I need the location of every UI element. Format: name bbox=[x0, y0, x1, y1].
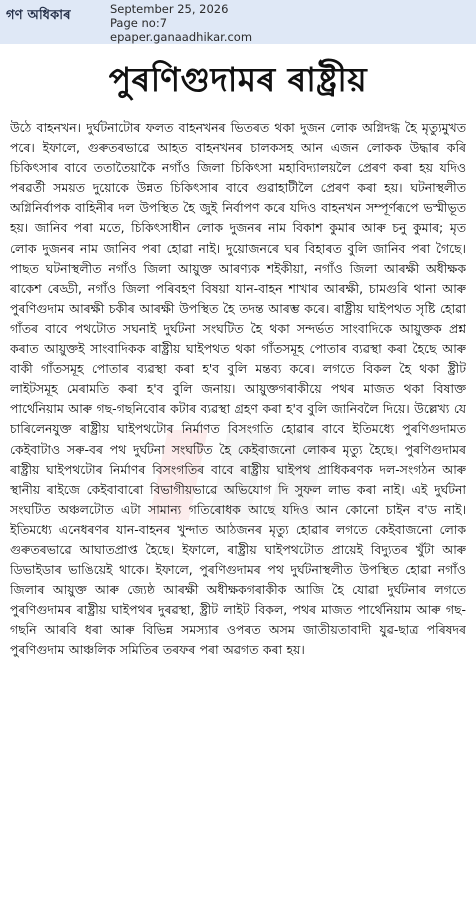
article-body bbox=[10, 118, 466, 908]
logo-text: গণ অধিকাৰ bbox=[6, 8, 71, 23]
epaper-url[interactable]: epaper.ganaadhikar.com bbox=[110, 30, 253, 44]
article-paragraph: উঠে বাহনখন। দুৰ্ঘটনাটোৰ ফলত বাহনখনৰ ভিতৰত থকা দুজন লোক অগ্নিদগ্ধ হৈ মৃত্যুমুখত পৰে। ইফালে, গুৰুতৰভাৱে আহত বাহনখনৰ চালকসহ আন এজন লোকক উদ্ধাৰ কৰি চিকিৎসাৰ বাবে ততাতৈয়াকৈ নগাঁও জিলা চিকিৎসা মহাবিদ্যালয়লৈ প্ৰেৰণ কৰা হয় যদিও পৰৱৰ্তী সময়ত দুয়োকে উন্নত চিকিৎসাৰ বাবে গুৱাহাটীলৈ প্ৰেৰণ কৰা হয়। ঘটনাস্থলীত অগ্নিনিৰ্বাপক বাহিনীৰ দল উপস্থিত হৈ জুই নিৰ্বাপণ কৰে যদিও বাহনখন সম্পূৰ্ণৰূপে ভস্মীভূত হয়। জানিব পৰা মতে, চিকিৎসাধীন লোক দুজনৰ নাম বিকাশ কুমাৰ আৰু চনু কুমাৰ; মৃত লোক দুজনৰ নাম জানিব পৰা হোৱা নাই। দুয়োজনৰে ঘৰ বিহাৰত বুলি জানিব পৰা গৈছে। পাছত ঘটনাস্থলীত নগাঁও জিলা আয়ুক্ত আৰণ্যক শইকীয়া, নগাঁও জিলা আৰক্ষী অধীক্ষক ৰাকেশ ৰেড্ডী, নগাঁও জিলা পৰিবহণ বিষয়া যান-বাহন শাখাৰ আৰক্ষী, চামগুৰি থানা আৰু পুৰণিগুদাম আৰক্ষী চকীৰ আৰক্ষী উপস্থিত হৈ তদন্ত আৰম্ভ কৰে। ৰাষ্ট্ৰীয় ঘাইপথত সৃষ্টি হোৱা গাঁতৰ বাবে পথটোত সঘনাই দুৰ্ঘটনা সংঘটিত হৈ থকা সন্দৰ্ভত সাংবাদিকে আয়ুক্তক প্ৰশ্ন কৰাত আয়ুক্তই সাংবাদিকক ৰাষ্ট্ৰীয় ঘাইপথত থকা গাঁতসমূহ পোতাৰ ব্যৱস্থা কৰা হৈছে আৰু বাকী গাঁতসমূহ পোতাৰ ব্যৱস্থা কৰা হ'ব বুলি মন্তব্য কৰে। লগতে বিকল হৈ থকা ষ্ট্ৰীট লাইটসমূহ মেৰামতি কৰা হ'ব বুলি জনায়। আয়ুক্তগৰাকীয়ে পথৰ মাজত থকা বিষাক্ত পাৰ্থেনিয়াম আৰু গছ-গছনিবোৰ কটাৰ ব্যৱস্থা গ্ৰহণ কৰা হ'ব বুলি জানিবলৈ দিয়ে। উল্লেখ্য যে চাৰিলেনযুক্ত ৰাষ্ট্ৰীয় ঘাইপথটোৰ নিৰ্মাণত বিসংগতি হোৱাৰ বাবে ইতিমধ্যে পুৰণিগুদামত কেইবাটাও সৰু-বৰ পথ দুৰ্ঘটনা সংঘটিত হৈ কেইবাজনো লোকৰ মৃত্যু হৈছে। পুৰণিগুদামৰ ৰাষ্ট্ৰীয় ঘাইপথটোৰ নিৰ্মাণৰ বিসংগতিৰ বাবে ৰাষ্ট্ৰীয় ঘাইপথ প্ৰাধিকৰণক দল-সংগঠন আৰু স্থানীয় ৰাইজে কেইবাবাৰো বিভাগীয়ভাৱে অভিযোগ দি সুফল লাভ কৰা নাই। এই দুৰ্ঘটনা সংঘটিত অঞ্চলটোত এটা সামান্য গতিৰোধক আছে যদিও আন কোনো চাইন ব'ড নাই। ইতিমধ্যে এনেধৰণৰ যান-বাহনৰ খুন্দাত আঠজনৰ মৃত্যু হোৱাৰ লগতে কেইবাজনো লোক গুৰুতৰভাৱে আঘাতপ্ৰাপ্ত হৈছে। ইফালে, ৰাষ্ট্ৰীয় ঘাইপথটোত প্ৰায়েই বিদ্যুতৰ খুঁটা আৰু ডিভাইডাৰ ভাঙিয়েই থাকে। ইফালে, পুৰণিগুদামৰ পথ দুৰ্ঘটনাস্থলীত উপস্থিত হোৱা নগাঁও জিলাৰ আয়ুক্ত আৰু জ্যেষ্ঠ আৰক্ষী অধীক্ষকগৰাকীক আজি হৈ যোৱা দুৰ্ঘটনাৰ লগতে পুৰণিগুদামৰ ৰাষ্ট্ৰীয় ঘাইপথৰ দুৰৱস্থা, ষ্ট্ৰীট লাইট বিকল, পথৰ মাজত পাৰ্থেনিয়াম আৰু গছ-গছনি আৰবি ধৰা আৰু বিভিন্ন সমস্যাৰ ওপৰত অসম জাতীয়তাবাদী যুৱ-ছাত্ৰ পৰিষদৰ পুৰণিগুদাম আঞ্চলিক সমিতিৰ তৰফৰ পৰা অৱগত কৰা হয়। bbox=[10, 120, 466, 658]
article-headline: পুৰণিগুদামৰ ৰাষ্ট্ৰীয় bbox=[108, 60, 368, 99]
newspaper-logo[interactable] bbox=[6, 6, 71, 27]
edition-date: September 25, 2026 bbox=[110, 2, 229, 16]
page-number: Page no:7 bbox=[110, 16, 168, 30]
epaper-header bbox=[0, 0, 476, 44]
edition-meta bbox=[110, 2, 252, 44]
